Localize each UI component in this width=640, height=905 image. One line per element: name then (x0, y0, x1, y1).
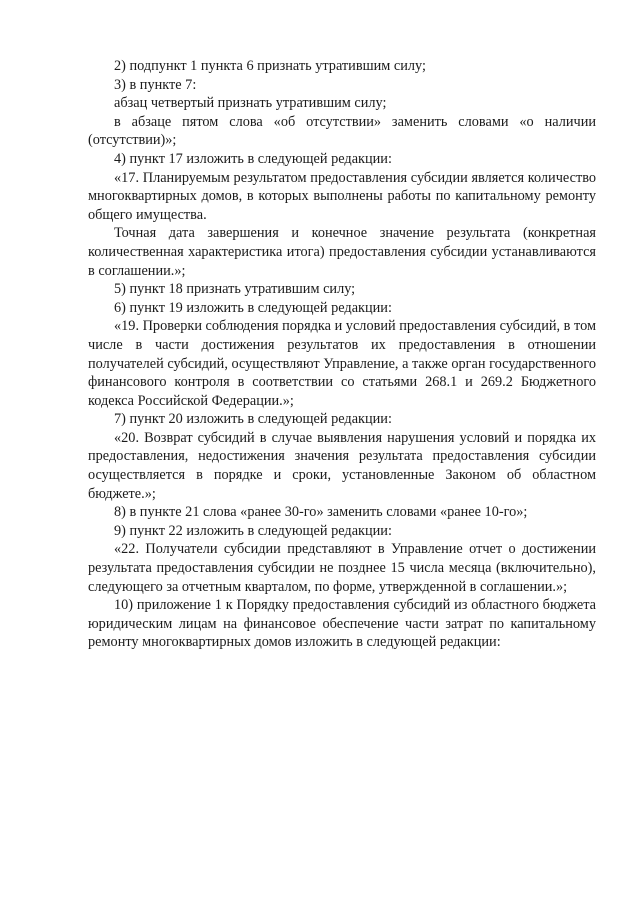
paragraph-15: «22. Получатели субсидии представляют в Управление отчет о достижении результата предоставления субсидии не позднее 15 числа месяца (включительно), следующего за отчетным кварталом, по форме, утвержденной в соглашении.»; (88, 541, 596, 595)
paragraph-3: абзац четвертый признать утратившим силу; (114, 95, 387, 112)
paragraph-8: 5) пункт 18 признать утратившим силу; (114, 281, 356, 298)
paragraph-14: 9) пункт 22 изложить в следующей редакции: (114, 522, 392, 539)
paragraph-1: 2) подпункт 1 пункта 6 признать утратившим силу; (114, 58, 426, 74)
paragraph-2: 3) в пункте 7: (114, 76, 197, 93)
paragraph-12: «20. Возврат субсидий в случае выявления нарушения условий и порядка их предоставления, недостижения значения результата предоставления субсидии осуществляется в порядке и сроки, установленные Законом об областном бюджете.»; (88, 429, 596, 502)
paragraph-4: в абзаце пятом слова «об отсутствии» заменить словами «о наличии (отсутствии)»; (88, 113, 596, 149)
paragraph-6: «17. Планируемым результатом предоставления субсидии является количество многоквартирных домов, в которых выполнены работы по капитальному ремонту общего имущества. (88, 169, 596, 223)
paragraph-9: 6) пункт 19 изложить в следующей редакции: (114, 299, 392, 316)
paragraph-7: Точная дата завершения и конечное значение результата (конкретная количественная характеристика итога) предоставления субсидии устанавливаются в соглашении.»; (88, 225, 596, 279)
paragraph-11: 7) пункт 20 изложить в следующей редакции: (114, 411, 392, 428)
paragraph-16: 10) приложение 1 к Порядку предоставления субсидий из областного бюджета юридическим лицам на финансовое обеспечение части затрат по капитальному ремонту многоквартирных домов изложить в следующей редакции: (88, 597, 596, 651)
paragraph-5: 4) пункт 17 изложить в следующей редакции: (114, 150, 392, 167)
paragraph-10: «19. Проверки соблюдения порядка и условий предоставления субсидий, в том числе в части достижения результатов их предоставления в отношении получателей субсидий, осуществляют Управление, а также орган государственного финансового контроля в соответствии со статьями 268.1 и 269.2 Бюджетного кодекса Российской Федерации.»; (88, 318, 596, 409)
paragraph-13: 8) в пункте 21 слова «ранее 30-го» заменить словами «ранее 10-го»; (114, 504, 528, 521)
document-body (88, 57, 596, 652)
